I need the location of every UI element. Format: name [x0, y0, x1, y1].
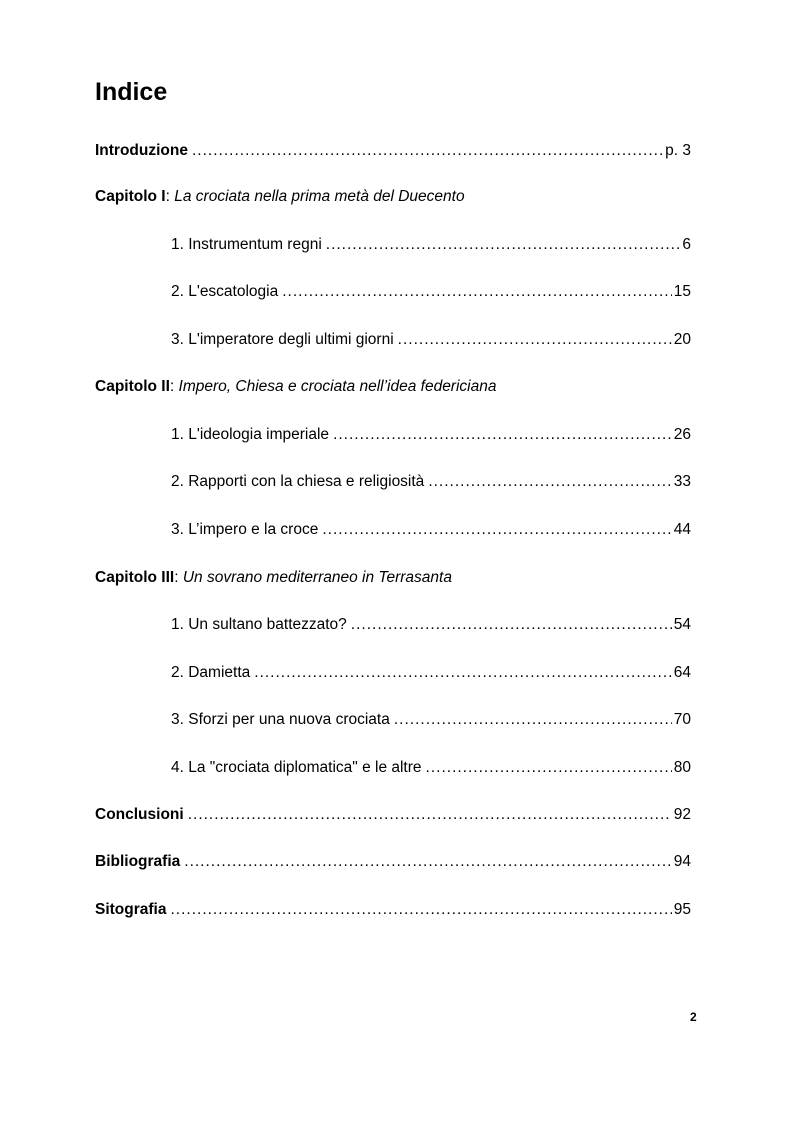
toc-entry-section: [171, 281, 691, 303]
page-title: Indice: [95, 78, 168, 106]
page-number: 2: [690, 1010, 697, 1024]
chapter-label: Capitolo III: [95, 569, 175, 586]
toc-entry-page: 15: [673, 283, 691, 300]
toc-entry-page: 70: [673, 711, 691, 728]
toc-entry-page: 95: [673, 901, 691, 918]
toc-entry-section: [171, 471, 691, 493]
chapter-separator: :: [169, 378, 175, 395]
toc-entry-section: [171, 757, 691, 779]
toc-dot-leader: [192, 140, 663, 162]
toc-entry-page: 94: [673, 853, 691, 870]
toc-entry-label: 3. L’impero e la croce: [171, 521, 319, 538]
toc-entry-label: Sitografia: [95, 901, 167, 918]
toc-entry-page: 6: [682, 236, 691, 253]
chapter-subtitle: La crociata nella prima metà del Duecento: [174, 188, 465, 205]
toc-dot-leader: [428, 471, 671, 493]
toc-entry-section: [171, 329, 691, 351]
toc-entry-label: 1. Instrumentum regni: [171, 236, 322, 253]
toc-entry-label: 3. Sforzi per una nuova crociata: [171, 711, 390, 728]
toc-entry-label: 2. L'escatologia: [171, 283, 279, 300]
toc-entry-introduction: [95, 140, 691, 162]
toc-dot-leader: [398, 329, 672, 351]
toc-entry-page: 64: [673, 664, 691, 681]
chapter-separator: :: [165, 188, 170, 205]
toc-entry-page: 92: [673, 806, 691, 823]
toc-dot-leader: [184, 851, 671, 873]
toc-dot-leader: [351, 614, 672, 636]
chapter-label: Capitolo II: [95, 378, 170, 395]
toc-entry-section: [171, 519, 691, 541]
chapter-separator: :: [174, 569, 179, 586]
toc-entry-label: 2. Damietta: [171, 664, 251, 681]
toc-dot-leader: [188, 804, 672, 826]
toc-entry-label: 1. L'ideologia imperiale: [171, 426, 330, 443]
toc-entry-conclusions: [95, 804, 691, 826]
toc-dot-leader: [426, 757, 672, 779]
chapter-heading-2: [95, 376, 496, 398]
toc-entry-section: [171, 662, 691, 684]
toc-dot-leader: [326, 234, 681, 256]
toc-entry-label: 1. Un sultano battezzato?: [171, 616, 347, 633]
chapter-subtitle: Un sovrano mediterraneo in Terrasanta: [182, 569, 452, 586]
toc-entry-section: [171, 424, 691, 446]
toc-entry-page: 80: [673, 759, 691, 776]
chapter-label: Capitolo I: [95, 188, 166, 205]
toc-entry-label: Conclusioni: [95, 806, 184, 823]
toc-entry-label: Bibliografia: [95, 853, 181, 870]
toc-dot-leader: [282, 281, 672, 303]
toc-entry-page: 20: [673, 331, 691, 348]
toc-entry-page: 54: [673, 616, 691, 633]
toc-entry-label: 4. La "crociata diplomatica" e le altre: [171, 759, 422, 776]
chapter-heading-3: [95, 567, 452, 589]
toc-entry-section: [171, 614, 691, 636]
chapter-heading-1: [95, 186, 465, 208]
toc-entry-page: 33: [673, 473, 691, 490]
toc-entry-page: 44: [673, 521, 691, 538]
toc-dot-leader: [333, 424, 672, 446]
toc-dot-leader: [322, 519, 671, 541]
toc-entry-page: p. 3: [665, 142, 691, 159]
toc-entry-section: [171, 234, 691, 256]
toc-dot-leader: [254, 662, 671, 684]
toc-dot-leader: [394, 709, 672, 731]
toc-entry-label: 2. Rapporti con la chiesa e religiosità: [171, 473, 425, 490]
toc-entry-page: 26: [673, 426, 691, 443]
toc-entry-label: 3. L'imperatore degli ultimi giorni: [171, 331, 394, 348]
toc-entry-sitography: [95, 899, 691, 921]
toc-entry-section: [171, 709, 691, 731]
toc-entry-bibliography: [95, 851, 691, 873]
toc-entry-label: Introduzione: [95, 142, 188, 159]
toc-dot-leader: [170, 899, 671, 921]
chapter-subtitle: Impero, Chiesa e crociata nell’idea federiciana: [178, 378, 497, 395]
